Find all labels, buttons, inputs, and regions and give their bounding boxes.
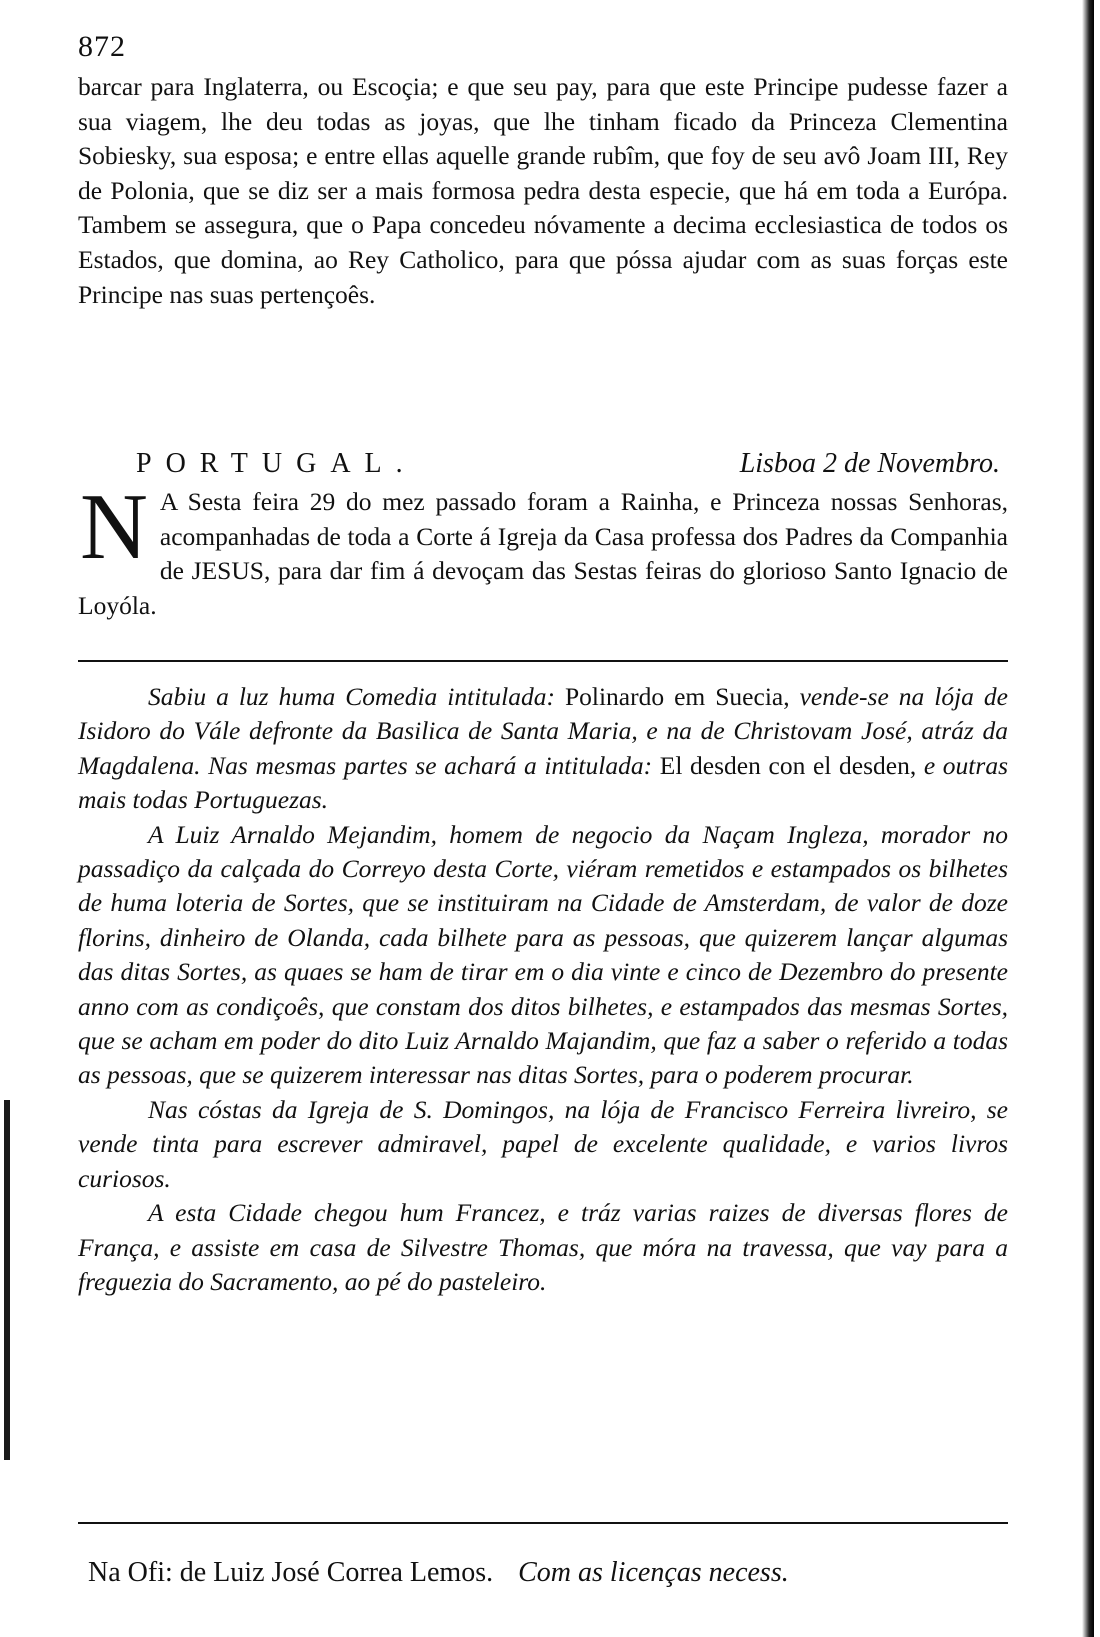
page-edge-shadow	[1082, 0, 1094, 1637]
newspaper-page	[78, 30, 1008, 1610]
colophon	[88, 1557, 1008, 1589]
binding-shadow	[4, 1100, 10, 1460]
ad-comedia: Sabiu a luz huma Comedia intitulada: Polinardo em Suecia, vende-se na lója de Isidoro do Vále defronte da Basilica de Santa Maria, e na de Christovam José, atráz da Magdalena. Nas mesmas partes se achará a intitulada: El desden con el desden, e outras mais todas Portuguezas.	[78, 682, 1008, 815]
ad-lottery: A Luiz Arnaldo Mejandim, homem de negocio da Naçam Ingleza, morador no passadiço da calçada do Correyo desta Corte, viéram remetidos e estampados os bilhetes de huma loteria de Sortes, que se instituiram na Cidade de Amsterdam, de valor de doze florins, dinheiro de Olanda, cada bilhete para as pessoas, que quizerem lançar algumas das ditas Sortes, as quaes se ham de tirar em o dia vinte e cinco de Dezembro do presente anno com as condiçoês, que constam dos ditos bilhetes, e estampados das mesmas Sortes, que se acham em poder do dito Luiz Arnaldo Majandim, que faz a saber o referido a todas as pessoas, que se quizerem interessar nas ditas Sortes, para o poderem procurar.	[78, 819, 1008, 1090]
license-note: Com as licenças necess.	[518, 1557, 789, 1588]
ad-flowers: A esta Cidade chegou hum Francez, e tráz varias raizes de diversas flores de França, e assiste em casa de Silvestre Thomas, que móra na travessa, que vay para a freguezia do Sacramento, ao pé do pasteleiro.	[78, 1198, 1008, 1296]
printer-imprint: Na Ofi: de Luiz José Correa Lemos.	[88, 1557, 494, 1588]
dateline-place-date: Lisboa 2 de Novembro.	[739, 448, 1000, 479]
ad-bookshop: Nas cóstas da Igreja de S. Domingos, na lója de Francisco Ferreira livreiro, se vende tinta para escrever admiravel, papel de excelente qualidade, e varios livros curiosos.	[78, 1094, 1008, 1193]
page-number: 872	[78, 30, 126, 63]
section-divider	[78, 660, 1008, 662]
intro-paragraph: barcar para Inglaterra, ou Escoçia; e que seu pay, para que este Principe pudesse fazer a sua viagem, lhe deu todas as joyas, que lhe tinham ficado da Princeza Clementina Sobiesky, sua esposa; e entre ellas aquelle grande rubîm, que foy de seu avô Joam III, Rey de Polonia, que se diz ser a mais formosa pedra desta especie, que há em toda a Európa. Tambem se assegura, que o Papa concedeu nóvamente a decima ecclesiastica de todos os Estados, que domina, ao Rey Catholico, para que póssa ajudar com as suas forças este Principe nas suas pertençoês.	[78, 72, 1008, 309]
footer-divider	[78, 1522, 1008, 1524]
dateline-country: PORTUGAL.	[136, 448, 417, 479]
news-text: A Sesta feira 29 do mez passado foram a Rainha, e Princeza nossas Senhoras, acompanhadas de toda a Corte á Igreja da Casa professa dos Padres da Companhia de JESUS, para dar fim á devoçam das Sestas feiras do glorioso Santo Ignacio de Loyóla.	[78, 487, 1008, 620]
drop-cap: N	[80, 475, 148, 579]
news-paragraph	[78, 475, 1008, 623]
advertisements	[78, 680, 1008, 1299]
dateline	[78, 448, 1008, 488]
